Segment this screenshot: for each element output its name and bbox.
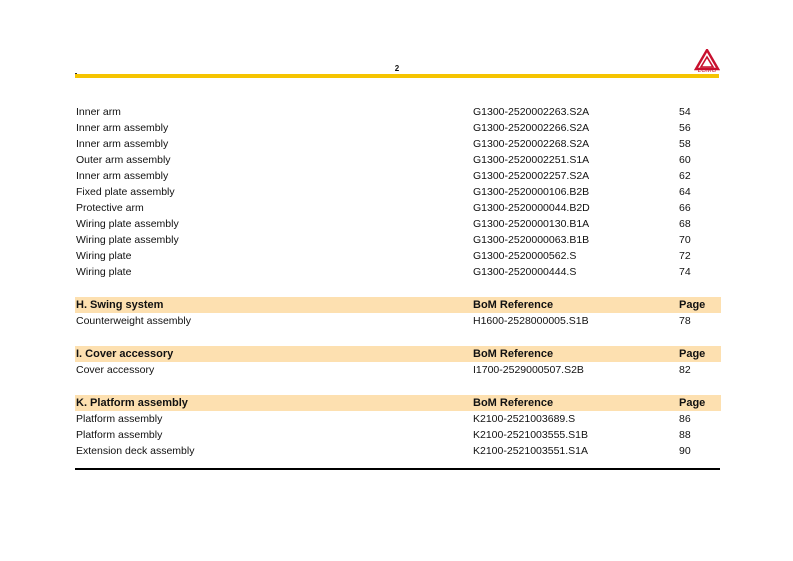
bom-reference: I1700-2529000507.S2B [473, 364, 584, 376]
bom-reference: G1300-2520000562.S [473, 250, 577, 262]
section-title: K. Platform assembly [76, 397, 188, 409]
bom-reference: G1300-2520000063.B1B [473, 234, 590, 246]
page-ref: 86 [679, 413, 691, 425]
part-name: Inner arm [76, 106, 121, 118]
part-name: Inner arm assembly [76, 122, 169, 134]
bom-reference: G1300-2520000444.S [473, 266, 577, 278]
bom-reference: K2100-2521003551.S1A [473, 445, 589, 457]
bom-reference: K2100-2521003689.S [473, 413, 576, 425]
table-row [75, 362, 721, 378]
page-ref: 64 [679, 186, 691, 198]
page-ref: 74 [679, 266, 691, 278]
page-ref: 62 [679, 170, 691, 182]
table-row [75, 184, 721, 200]
section-header [75, 395, 721, 411]
section-title: I. Cover accessory [76, 348, 174, 360]
bom-reference: G1300-2520002257.S2A [473, 170, 590, 182]
parts-table [75, 104, 721, 459]
page-ref: 66 [679, 202, 691, 214]
page-ref: 78 [679, 315, 691, 327]
part-name: Platform assembly [76, 413, 163, 425]
bom-reference: K2100-2521003555.S1B [473, 429, 589, 441]
section-header [75, 346, 721, 362]
part-name: Inner arm assembly [76, 170, 169, 182]
table-row [75, 168, 721, 184]
part-name: Fixed plate assembly [76, 186, 175, 198]
page-ref: 82 [679, 364, 691, 376]
part-name: Wiring plate assembly [76, 218, 179, 230]
table-row [75, 104, 721, 120]
bom-reference: G1300-2520002266.S2A [473, 122, 590, 134]
bom-reference: H1600-2528000005.S1B [473, 315, 589, 327]
table-row [75, 232, 721, 248]
bom-reference: G1300-2520002268.S2A [473, 138, 590, 150]
section-title: H. Swing system [76, 299, 164, 311]
table-row [75, 200, 721, 216]
page-header: Page [679, 397, 706, 409]
part-name: Inner arm assembly [76, 138, 169, 150]
part-name: Cover accessory [76, 364, 155, 376]
table-row [75, 136, 721, 152]
page-ref: 70 [679, 234, 691, 246]
page-ref: 88 [679, 429, 691, 441]
part-name: Extension deck assembly [76, 445, 195, 457]
bottom-rule [75, 468, 720, 470]
section-spacer [75, 280, 721, 297]
bom-reference-header: BoM Reference [473, 299, 554, 311]
bom-reference: G1300-2520002251.S1A [473, 154, 590, 166]
logo-text: LGMG [697, 68, 717, 73]
part-name: Counterweight assembly [76, 315, 191, 327]
table-row [75, 313, 721, 329]
table-row [75, 427, 721, 443]
section-spacer [75, 329, 721, 346]
table-row [75, 248, 721, 264]
table-row [75, 216, 721, 232]
page-header: Page [679, 299, 706, 311]
part-name: Wiring plate [76, 250, 132, 262]
table-row [75, 411, 721, 427]
part-name: Protective arm [76, 202, 144, 214]
section-spacer [75, 378, 721, 395]
page-ref: 90 [679, 445, 691, 457]
page-number: 2 [394, 64, 400, 73]
page-ref: 58 [679, 138, 691, 150]
bom-reference: G1300-2520000044.B2D [473, 202, 590, 214]
bom-reference-header: BoM Reference [473, 397, 554, 409]
bom-reference: G1300-2520000106.B2B [473, 186, 590, 198]
bom-reference: G1300-2520000130.B1A [473, 218, 590, 230]
table-row [75, 443, 721, 459]
page-ref: 68 [679, 218, 691, 230]
table-row [75, 152, 721, 168]
table-row [75, 120, 721, 136]
page-ref: 54 [679, 106, 691, 118]
bom-reference: G1300-2520002263.S2A [473, 106, 590, 118]
page-ref: 56 [679, 122, 691, 134]
page-ref: 72 [679, 250, 691, 262]
header-accent-bar [75, 74, 719, 78]
table-row [75, 264, 721, 280]
part-name: Wiring plate assembly [76, 234, 179, 246]
page-header: Page [679, 348, 706, 360]
section-header [75, 297, 721, 313]
part-name: Wiring plate [76, 266, 132, 278]
page-ref: 60 [679, 154, 691, 166]
part-name: Outer arm assembly [76, 154, 171, 166]
part-name: Platform assembly [76, 429, 163, 441]
bom-reference-header: BoM Reference [473, 348, 554, 360]
